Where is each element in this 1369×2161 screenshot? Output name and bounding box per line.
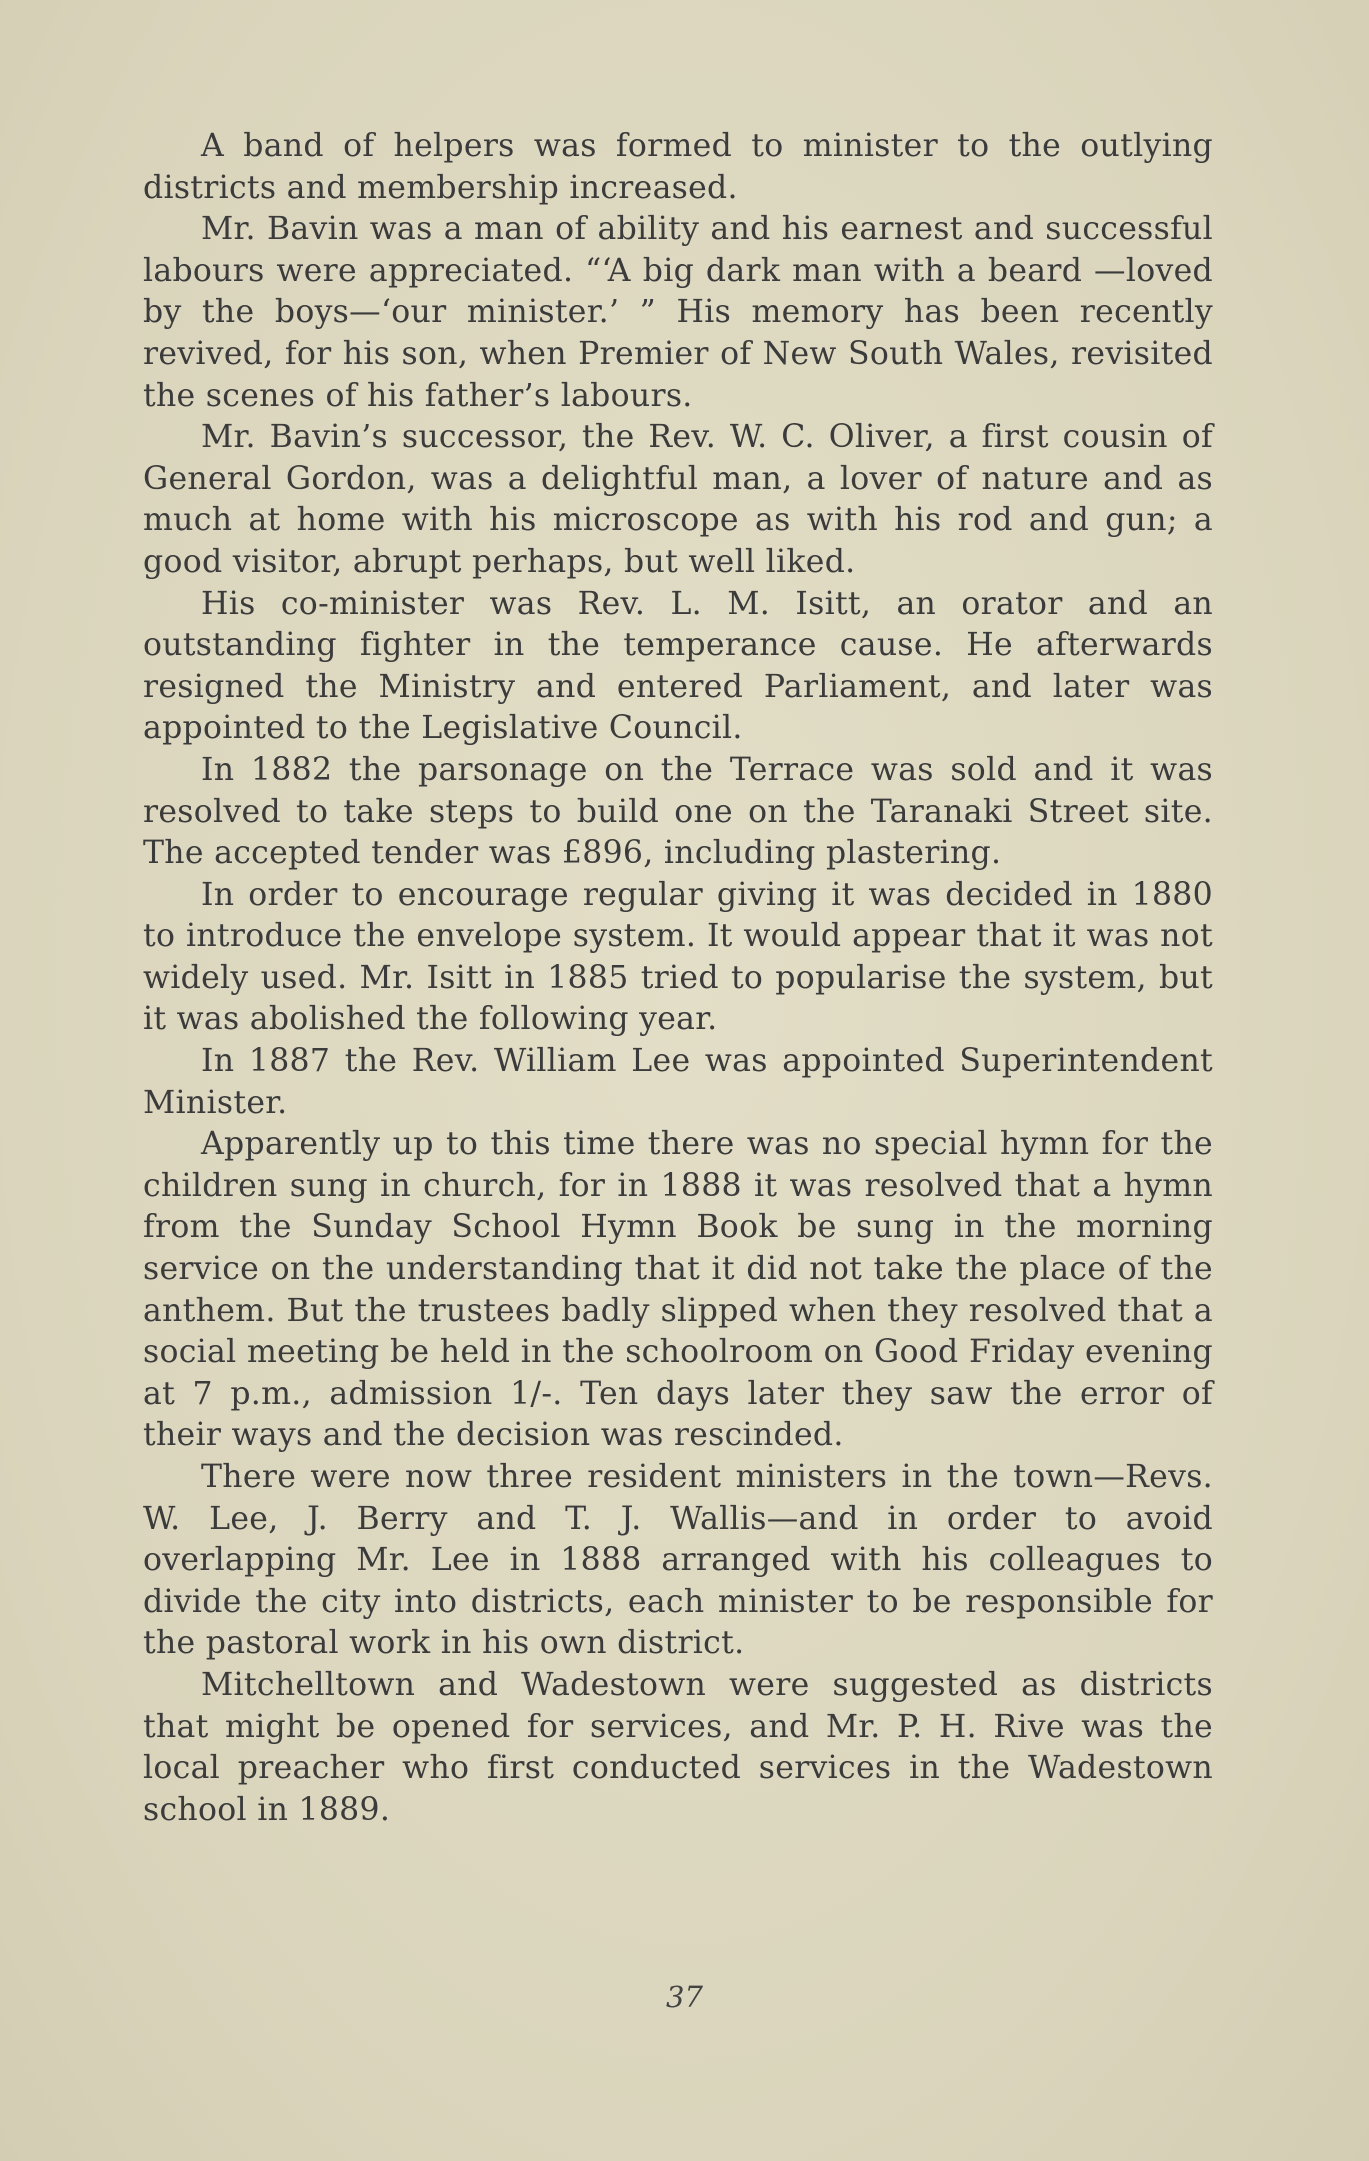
paragraph-parsonage: In 1882 the parsonage on the Terrace was sold and it was resolved to take steps to build one on the Taranaki Street site. The accepted tender was £896, including plastering. xyxy=(143,751,1213,872)
body-text xyxy=(143,126,1213,1831)
paragraph-lee: In 1887 the Rev. William Lee was appointed Superintendent Minister. xyxy=(143,1043,1213,1121)
paragraph-bavin: Mr. Bavin was a man of ability and his earnest and successful labours were appreciated. “‘A big dark man with a beard —loved by the boys—‘our minister.’ ” His memory has been recently revived, for his son, when Premier of New South Wales, revisited the scenes of his father’s labours. xyxy=(143,211,1213,414)
paragraph-isitt: His co-minister was Rev. L. M. Isitt, an orator and an outstanding fighter in the temperance cause. He afterwards resigned the Ministry and entered Parliament, and later was appointed to the Legislative Council. xyxy=(143,585,1213,747)
paragraph-helpers: A band of helpers was formed to minister to the outlying districts and membership increased. xyxy=(143,128,1213,206)
paragraph-wadestown: Mitchelltown and Wadestown were suggested as districts that might be opened for services, and Mr. P. H. Rive was the local preacher who first conducted services in the Wadestown school in 1889. xyxy=(143,1666,1213,1828)
paragraph-oliver: Mr. Bavin’s successor, the Rev. W. C. Oliver, a first cousin of General Gordon, was a delightful man, a lover of nature and as much at home with his microscope as with his rod and gun; a good visitor, abrupt perhaps, but well liked. xyxy=(143,419,1213,580)
paragraph-ministers: There were now three resident ministers in the town—Revs. W. Lee, J. Berry and T. J. Wallis—and in order to avoid overlapping Mr. Lee in 1888 arranged with his colleagues to divide the city into districts, each minister to be responsible for the pastoral work in his own district. xyxy=(143,1459,1213,1662)
paragraph-envelope: In order to encourage regular giving it was decided in 1880 to introduce the envelope system. It would appear that it was not widely used. Mr. Isitt in 1885 tried to popularise the system, but it was abolished the following year. xyxy=(143,876,1213,1038)
page-number: 37 xyxy=(666,1980,703,2014)
paragraph-hymn: Apparently up to this time there was no special hymn for the children sung in church, for in 1888 it was resolved that a hymn from the Sunday School Hymn Book be sung in the morning service on the understanding that it did not take the place of the anthem. But the trustees badly slipped when they resolved that a social meeting be held in the schoolroom on Good Friday evening at 7 p.m., admission 1/-. Ten days later they saw the error of their ways and the decision was rescinded. xyxy=(143,1126,1213,1454)
